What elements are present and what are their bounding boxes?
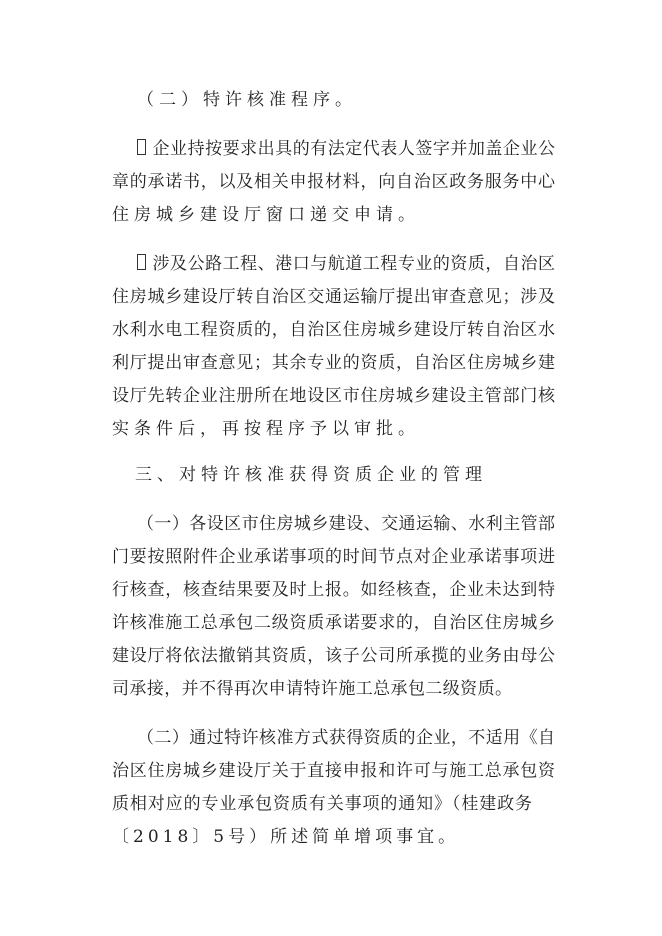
para2-line-text: 涉及公路工程、港口与航道工程专业的资质，自治区: [152, 254, 555, 274]
para2-line: 水利水电工程资质的，自治区住房城乡建设厅转自治区水: [112, 320, 555, 340]
para3-line: 行核查，核查结果要及时上报。如经核查，企业未达到特: [112, 580, 555, 600]
para1-line: 章的承诺书，以及相关申报材料，向自治区政务服务中心: [112, 172, 555, 192]
para2-line: 实条件后，再按程序予以审批。: [112, 419, 420, 439]
para4-line: 〔2018〕5号）所述简单增项事宜。: [112, 827, 460, 847]
para1-line: 住房城乡建设厅窗口递交申请。: [112, 205, 420, 225]
missing-glyph-icon: [137, 254, 146, 270]
para4-line: 治区住房城乡建设厅关于直接申报和许可与施工总承包资: [112, 761, 555, 781]
para4-line: （二）通过特许核准方式获得资质的企业，不适用《自: [137, 728, 555, 748]
para4-line: 质相对应的专业承包资质有关事项的通知》（桂建政务: [112, 794, 532, 814]
section3-heading: 三、对特许核准获得资质企业的管理: [135, 465, 487, 485]
para2-line: 设厅先转企业注册所在地设区市住房城乡建设主管部门核: [112, 386, 555, 406]
para3-line: 门要按照附件企业承诺事项的时间节点对企业承诺事项进: [112, 547, 555, 567]
missing-glyph-icon: [137, 139, 146, 155]
para2-line: 住房城乡建设厅转自治区交通运输厅提出审查意见；涉及: [112, 287, 555, 307]
para2-line: [137, 254, 555, 274]
para1-line-text: 企业持按要求出具的有法定代表人签字并加盖企业公: [152, 139, 555, 159]
para1-line: [137, 139, 555, 159]
para3-line: 许核准施工总承包二级资质承诺要求的，自治区住房城乡: [112, 613, 555, 633]
para3-line: 司承接，并不得再次申请特许施工总承包二级资质。: [112, 679, 512, 699]
heading-procedure: （二）特许核准程序。: [137, 90, 357, 110]
para2-line: 利厅提出审查意见；其余专业的资质，自治区住房城乡建: [112, 353, 555, 373]
para3-line: （一）各设区市住房城乡建设、交通运输、水利主管部: [137, 514, 555, 534]
para3-line: 建设厅将依法撤销其资质，该子公司所承揽的业务由母公: [112, 646, 555, 666]
